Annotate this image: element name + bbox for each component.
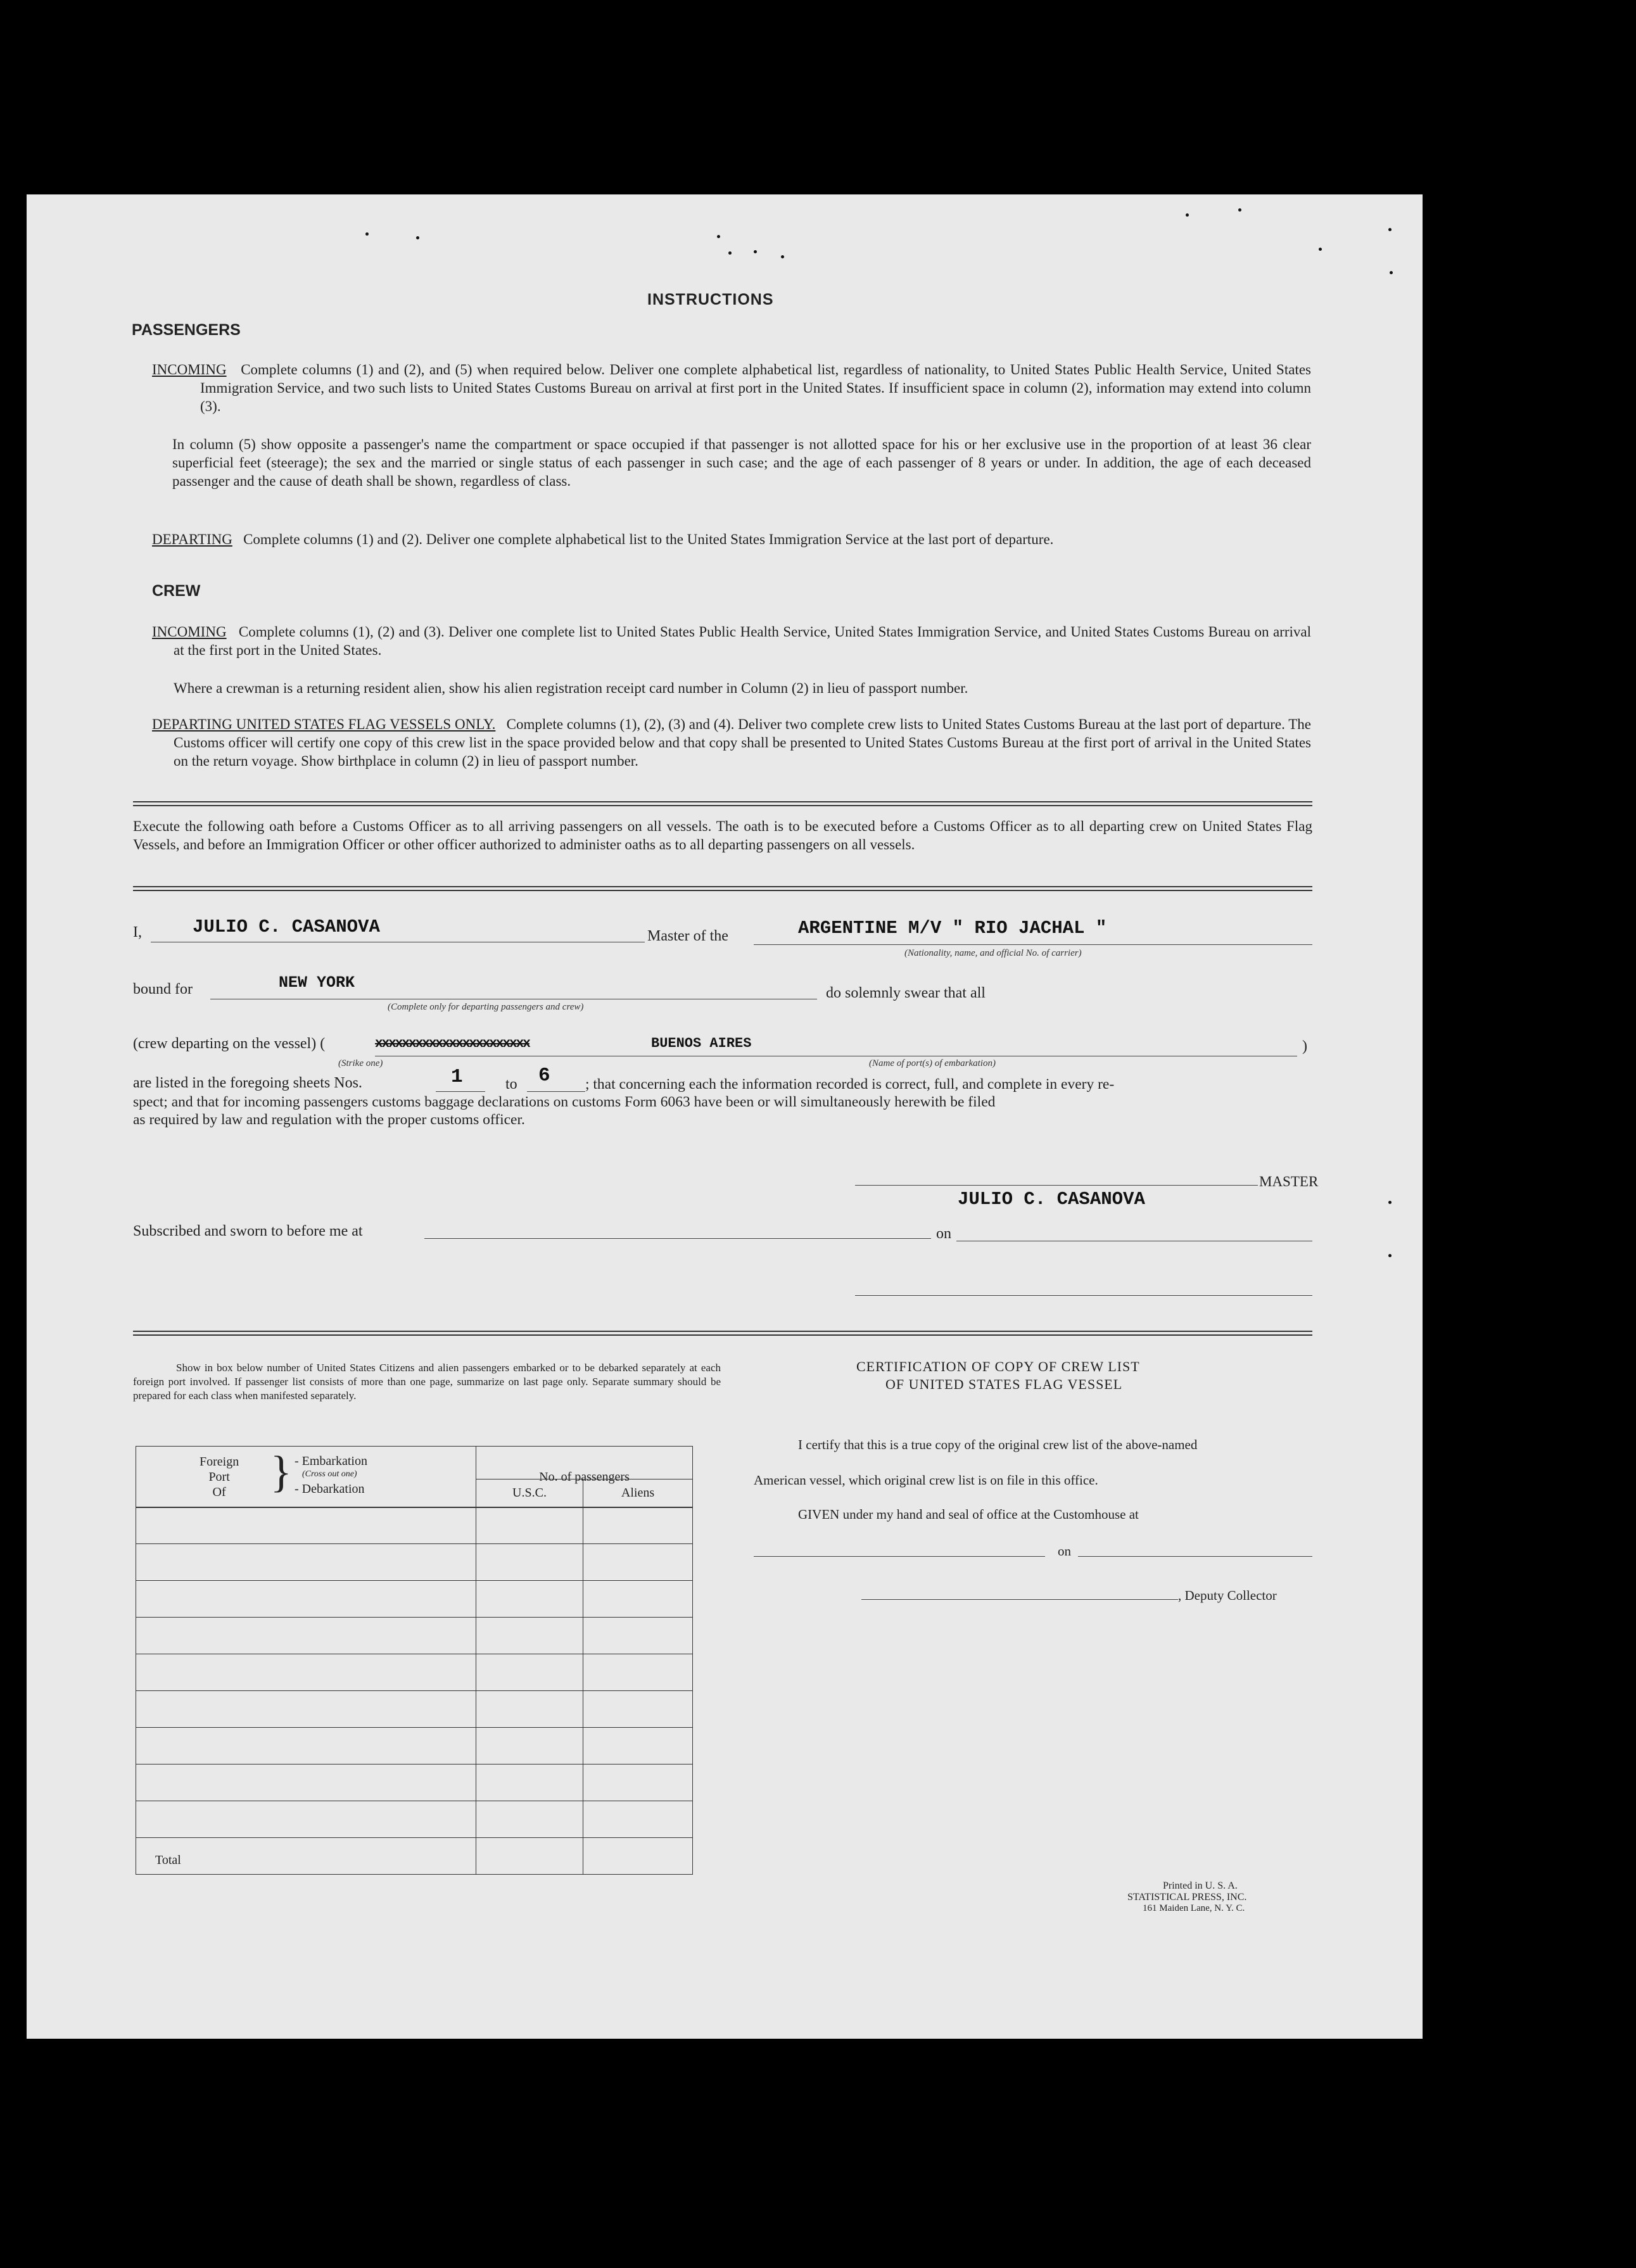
crew-incoming-label: INCOMING xyxy=(152,624,227,640)
divider xyxy=(133,886,1312,887)
bound-for-label: bound for xyxy=(133,981,193,998)
passengers-heading: PASSENGERS xyxy=(132,321,241,339)
scan-speck xyxy=(1186,213,1189,217)
passengers-departing-label: DEPARTING xyxy=(152,531,232,547)
crew-incoming-block xyxy=(152,623,1311,659)
subscribed-label: Subscribed and sworn to before me at xyxy=(133,1223,363,1239)
deputy-signature-line xyxy=(861,1599,1178,1600)
total-row-label: Total xyxy=(136,1838,476,1875)
passengers-departing-block xyxy=(152,530,1311,548)
table-row xyxy=(136,1728,476,1764)
crew-departing-text: Complete columns (1), (2), (3) and (4). Deliver two complete crew lists to United States Customs Bureau at the last port of departure. The Customs officer will certify one copy of this crew list in the space provided below and that copy shall be presented to United States Customs Bureau at the first port of arrival in the United States on the return voyage. Show birthplace in column (2) in lieu of passport number. xyxy=(174,716,1311,769)
cross-out-hint: (Cross out one) xyxy=(302,1469,357,1479)
certification-heading-1: CERTIFICATION OF COPY OF CREW LIST xyxy=(856,1359,1140,1374)
divider xyxy=(133,1334,1312,1336)
table-cell xyxy=(583,1728,693,1764)
table-cell xyxy=(476,1801,583,1838)
scan-speck xyxy=(365,232,369,236)
close-paren: ) xyxy=(1302,1038,1307,1055)
passenger-summary-grid xyxy=(136,1479,693,1875)
aliens-header: Aliens xyxy=(583,1479,693,1507)
table-cell xyxy=(476,1618,583,1654)
printer-line-1: Printed in U. S. A. xyxy=(1163,1880,1238,1891)
embarkation-option: - Embarkation xyxy=(295,1454,367,1468)
total-aliens-cell xyxy=(583,1838,693,1875)
scan-speck xyxy=(1388,1201,1392,1204)
officer-signature-line xyxy=(855,1295,1312,1296)
scan-speck xyxy=(754,250,757,253)
passengers-incoming-label: INCOMING xyxy=(152,362,227,377)
table-cell xyxy=(476,1544,583,1581)
scan-speck xyxy=(1238,208,1241,212)
crew-returning-block xyxy=(174,679,1311,697)
table-cell xyxy=(583,1801,693,1838)
certification-given-text: GIVEN under my hand and seal of office at the Customhouse at xyxy=(798,1507,1139,1522)
oath-instructions-text: Execute the following oath before a Customs Officer as to all arriving passengers on all vessels. The oath is to be executed before a Customs Officer as to all departing crew on United States Flag Vessels, and before an Immigration Officer or other officer authorized to administer oaths as to all departing passengers on all vessels. xyxy=(133,818,1312,852)
divider xyxy=(133,801,1312,802)
master-of-label: Master of the xyxy=(647,928,728,944)
port-hint: (Name of port(s) of embarkation) xyxy=(869,1058,996,1068)
certify-text-2: spect; and that for incoming passengers customs baggage declarations on customs Form 6063 have been or will simultaneously herewith be filed xyxy=(133,1094,996,1110)
table-row xyxy=(136,1801,476,1838)
passengers-column5-text: In column (5) show opposite a passenger's name the compartment or space occupied if that passenger is not allotted space for his or her exclusive use in the proportion of at least 36 clear superficial feet (steerage); the sex and the married or single status of each passenger in such case; and the age of each passenger of 8 years or under. In addition, the age of each deceased passenger and the cause of death shall be shown, regardless of class. xyxy=(172,436,1311,489)
crew-heading: CREW xyxy=(152,582,201,600)
master-signature: JULIO C. CASANOVA xyxy=(958,1189,1145,1210)
foreign-port-label-line: Port xyxy=(208,1470,230,1484)
certify-text-1: ; that concerning each the information recorded is correct, full, and complete in every re- xyxy=(585,1076,1115,1093)
table-cell xyxy=(476,1691,583,1728)
table-cell xyxy=(583,1544,693,1581)
port-embarkation-field: BUENOS AIRES xyxy=(651,1036,752,1051)
divider xyxy=(133,805,1312,806)
crew-returning-text: Where a crewman is a returning resident alien, show his alien registration receipt card number in Column (2) in lieu of passport number. xyxy=(174,680,968,696)
subscribed-on-label: on xyxy=(936,1226,951,1242)
bound-for-field: NEW YORK xyxy=(279,973,355,992)
table-cell xyxy=(476,1764,583,1801)
vessel-hint: (Nationality, name, and official No. of carrier) xyxy=(904,948,1082,958)
table-row xyxy=(136,1618,476,1654)
scan-speck xyxy=(728,251,732,255)
passengers-departing-text: Complete columns (1) and (2). Deliver one complete alphabetical list to the United States Immigration Service at the last port of departure. xyxy=(243,531,1054,547)
table-cell xyxy=(476,1728,583,1764)
vessel-field: ARGENTINE M/V " RIO JACHAL " xyxy=(798,918,1107,939)
total-usc-cell xyxy=(476,1838,583,1875)
passengers-incoming-text: Complete columns (1) and (2), and (5) when required below. Deliver one complete alphabetical list, regardless of nationality, to United States Public Health Service, United States Immigration Service, and two such lists to United States Customs Bureau on arrival at first port in the United States. If insufficient space in column (2), information may extend into column (3). xyxy=(200,362,1311,414)
divider xyxy=(133,890,1312,891)
sheet-from-field: 1 xyxy=(451,1066,463,1088)
table-row xyxy=(136,1691,476,1728)
foreign-port-label-line: Foreign xyxy=(200,1455,239,1469)
table-cell xyxy=(583,1507,693,1544)
foreign-port-label-line: Of xyxy=(212,1485,226,1499)
scan-speck xyxy=(1388,1254,1392,1257)
crew-departing-oath-label: (crew departing on the vessel) ( xyxy=(133,1036,326,1052)
deputy-collector-label: , Deputy Collector xyxy=(1178,1588,1277,1603)
sheet-from-line xyxy=(436,1091,485,1092)
strike-hint: (Strike one) xyxy=(338,1058,383,1068)
certification-date-line xyxy=(1078,1556,1312,1557)
scan-speck xyxy=(1388,228,1392,231)
certification-heading-2: OF UNITED STATES FLAG VESSEL xyxy=(885,1376,1123,1392)
to-label: to xyxy=(505,1076,517,1093)
crew-incoming-text: Complete columns (1), (2) and (3). Deliver one complete list to United States Public Health Service, United States Immigration Service, and United States Customs Bureau on arrival at the first port in the United States. xyxy=(174,624,1311,658)
master-label: MASTER xyxy=(1259,1174,1319,1189)
table-row xyxy=(136,1581,476,1618)
strike-text: xxxxxxxxxxxxxxxxxxxxxxx xyxy=(375,1037,529,1051)
debarkation-option: - Debarkation xyxy=(295,1482,365,1496)
page-title: INSTRUCTIONS xyxy=(647,291,774,308)
brace-icon: } xyxy=(270,1448,292,1497)
certification-on-label: on xyxy=(1058,1543,1071,1559)
table-row xyxy=(136,1764,476,1801)
document-page xyxy=(27,194,1423,2039)
no-of-passengers-header: No. of passengers xyxy=(476,1447,693,1508)
customhouse-line xyxy=(754,1556,1045,1557)
scan-speck xyxy=(781,255,784,258)
oath-i-label: I, xyxy=(133,924,142,941)
swear-label: do solemnly swear that all xyxy=(826,985,986,1001)
table-row xyxy=(136,1544,476,1581)
passengers-column5-block xyxy=(172,435,1311,490)
sheet-to-field: 6 xyxy=(538,1065,550,1087)
certification-text-2: American vessel, which original crew list is on file in this office. xyxy=(754,1473,1098,1488)
vessel-line xyxy=(754,944,1312,945)
crew-departing-label: DEPARTING UNITED STATES FLAG VESSELS ONLY. xyxy=(152,716,496,732)
printer-line-3: 161 Maiden Lane, N. Y. C. xyxy=(1143,1903,1245,1913)
table-cell xyxy=(476,1581,583,1618)
crew-departing-block xyxy=(152,715,1311,770)
table-cell xyxy=(583,1618,693,1654)
certify-text-3: as required by law and regulation with the proper customs officer. xyxy=(133,1112,525,1128)
table-cell xyxy=(583,1764,693,1801)
sheet-to-line xyxy=(527,1091,585,1092)
scan-speck xyxy=(717,235,720,238)
certification-text-1: I certify that this is a true copy of the original crew list of the above-named xyxy=(798,1437,1198,1452)
divider xyxy=(133,1331,1312,1332)
sheets-label: are listed in the foregoing sheets Nos. xyxy=(133,1075,362,1091)
subscribed-place-line xyxy=(424,1238,931,1239)
printer-line-2: STATISTICAL PRESS, INC. xyxy=(1127,1892,1247,1903)
master-signature-line xyxy=(855,1185,1258,1186)
summary-instructions-text: Show in box below number of United States Citizens and alien passengers embarked or to be debarked separately at each foreign port involved. If passenger list consists of more than one page, summarize on last page only. Separate summary should be prepared for each class when manifested separately. xyxy=(133,1362,721,1402)
usc-header: U.S.C. xyxy=(476,1479,583,1507)
bound-hint: (Complete only for departing passengers and crew) xyxy=(388,1002,584,1012)
table-row xyxy=(136,1654,476,1691)
scan-speck xyxy=(416,236,419,239)
table-cell xyxy=(476,1507,583,1544)
scan-speck xyxy=(1319,248,1322,251)
summary-instructions-block xyxy=(133,1361,721,1403)
passengers-incoming-block xyxy=(152,360,1311,415)
table-cell xyxy=(583,1654,693,1691)
master-name-field: JULIO C. CASANOVA xyxy=(193,916,380,937)
table-cell xyxy=(583,1581,693,1618)
scan-speck xyxy=(1390,271,1393,274)
table-row xyxy=(136,1507,476,1544)
port-column-cell xyxy=(136,1479,476,1507)
table-cell xyxy=(583,1691,693,1728)
oath-instructions-block xyxy=(133,817,1312,854)
table-cell xyxy=(476,1654,583,1691)
